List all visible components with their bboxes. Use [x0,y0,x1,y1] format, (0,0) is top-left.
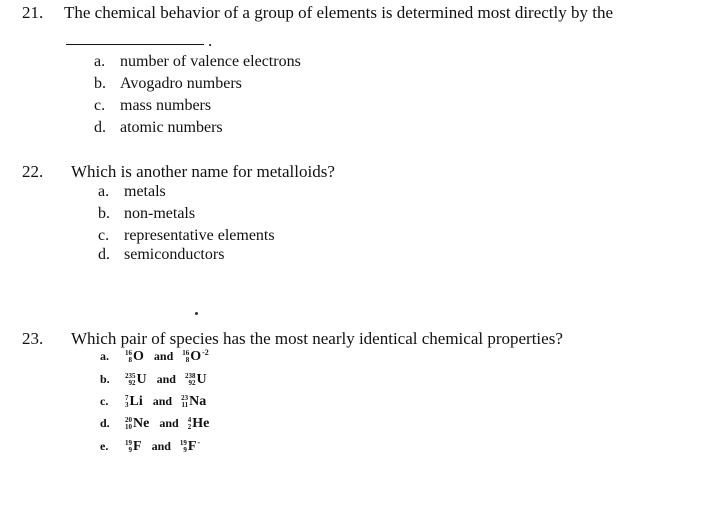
atomic-number: 92 [188,379,196,388]
isotope-numbers [181,395,188,409]
blank-period: . [208,31,213,50]
element-symbol: He [192,416,210,431]
option-d [98,246,224,264]
option-letter: e. [100,439,109,453]
scan-speck [195,312,198,315]
option-letter: d. [94,119,106,136]
question-number: 23. [22,329,44,348]
mass-number: 235 [125,372,136,381]
atomic-number: 11 [181,401,189,410]
element-symbol: Li [129,394,143,409]
option-c [100,393,207,410]
option-letter: b. [100,372,110,386]
question-number: 22. [22,162,44,181]
mass-number: 16 [125,349,132,358]
option-letter: a. [94,53,106,70]
atomic-number: 92 [128,379,136,388]
option-text: atomic numbers [120,119,223,136]
question-number: 21. [22,3,44,22]
option-letter: c. [98,227,110,244]
option-text: metals [124,183,166,200]
isotope-numbers [125,395,129,409]
answer-blank [66,44,204,45]
element-symbol: Na [189,394,207,409]
conjunction: and [159,416,179,430]
ion-charge: - [197,438,201,447]
option-b [94,75,242,93]
question-text: The chemical behavior of a group of elements is determined most directly by the [64,3,614,22]
option-text: Avogadro numbers [120,75,242,92]
mass-number: 20 [125,416,132,425]
option-a [100,348,209,365]
mass-number: 19 [179,439,187,448]
option-c [94,97,211,115]
question-text: Which pair of species has the most nearly identical chemical properties? [71,329,563,348]
option-d [100,415,210,432]
option-e [100,438,200,455]
option-letter: c. [94,97,106,114]
isotope-numbers [188,417,192,431]
element-symbol: Ne [133,416,150,431]
element-symbol: U [136,372,147,387]
option-letter: b. [98,205,110,222]
option-a [94,53,301,71]
element-symbol: F [133,439,142,454]
element-symbol: O [190,349,202,364]
option-letter: d. [98,246,110,263]
isotope-numbers [125,373,136,387]
atomic-number: 10 [125,423,132,432]
option-text: representative elements [124,227,275,244]
conjunction: and [156,372,176,386]
conjunction: and [152,394,173,408]
conjunction: and [151,439,171,453]
question-text: Which is another name for metalloids? [71,162,335,181]
option-text: number of valence electrons [120,53,301,70]
option-letter: c. [100,394,109,408]
mass-number: 238 [184,372,196,381]
atomic-number: 8 [128,356,132,365]
atomic-number: 9 [183,446,187,455]
option-text: mass numbers [120,97,212,114]
element-symbol: U [196,372,207,387]
mass-number: 7 [125,394,129,403]
element-symbol: F [187,439,197,454]
isotope-numbers [125,350,132,364]
option-text: semiconductors [124,246,225,263]
option-letter: d. [100,416,110,430]
atomic-number: 3 [125,401,129,410]
conjunction: and [153,349,174,363]
element-symbol: O [133,349,144,364]
isotope-numbers [185,373,196,387]
isotope-numbers [182,350,189,364]
ion-charge: -2 [202,348,209,357]
option-letter: a. [98,183,110,200]
mass-number: 19 [125,439,132,448]
atomic-number: 2 [187,423,192,432]
option-letter: a. [100,349,109,363]
mass-number: 16 [182,349,190,358]
option-text: non-metals [124,205,196,222]
isotope-numbers [180,440,187,454]
option-b [98,205,195,223]
mass-number: 23 [181,394,189,403]
option-a [98,183,166,201]
atomic-number: 9 [128,446,132,455]
option-d [94,119,223,137]
option-c [98,227,275,245]
isotope-numbers [125,417,132,431]
option-letter: b. [94,75,106,92]
mass-number: 4 [187,416,192,425]
atomic-number: 8 [185,356,190,365]
option-b [100,371,208,388]
isotope-numbers [125,440,132,454]
